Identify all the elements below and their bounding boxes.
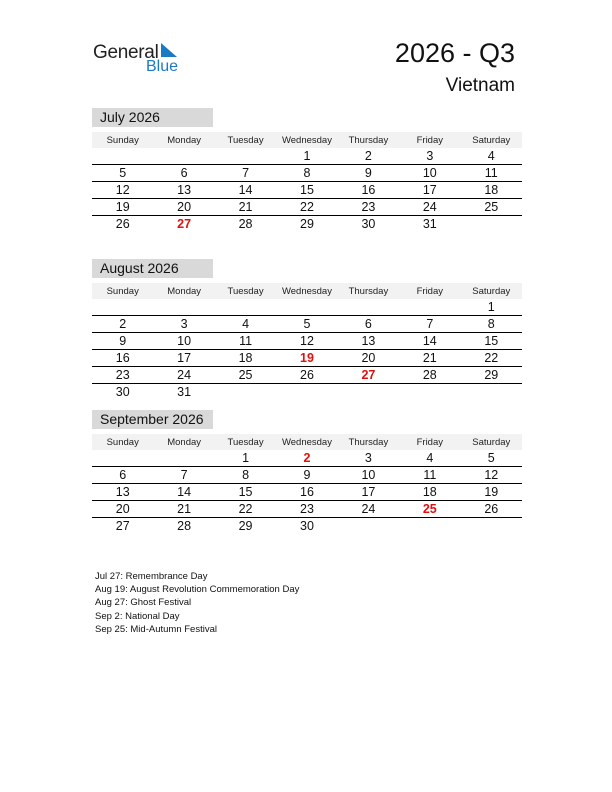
day-cell: 12 bbox=[461, 467, 522, 484]
month-calendar bbox=[92, 108, 522, 232]
weekday-header: Monday bbox=[153, 132, 214, 148]
day-cell: 27 bbox=[115, 519, 130, 533]
week-row bbox=[92, 165, 522, 182]
day-cell: 5 bbox=[276, 316, 337, 333]
day-cell: 1 bbox=[276, 148, 337, 165]
day-cell: 1 bbox=[461, 299, 522, 316]
day-cell: 31 bbox=[422, 217, 437, 231]
weekday-header: Wednesday bbox=[276, 434, 337, 450]
week-row bbox=[92, 350, 522, 367]
day-cell: 18 bbox=[399, 484, 460, 501]
day-cell: 7 bbox=[215, 165, 276, 182]
weekday-header: Tuesday bbox=[215, 132, 276, 148]
empty-day-cell bbox=[276, 299, 337, 316]
day-cell: 30 bbox=[361, 217, 376, 231]
day-cell: 6 bbox=[153, 165, 214, 182]
day-cell: 29 bbox=[461, 367, 522, 384]
logo-triangle-icon bbox=[161, 43, 177, 57]
month-name: September 2026 bbox=[92, 410, 213, 429]
weekday-header: Saturday bbox=[461, 132, 522, 148]
day-cell: 22 bbox=[276, 199, 337, 216]
weekday-header: Monday bbox=[153, 434, 214, 450]
day-cell: 11 bbox=[215, 333, 276, 350]
week-row bbox=[92, 518, 522, 535]
day-cell: 13 bbox=[338, 333, 399, 350]
day-cell: 5 bbox=[461, 450, 522, 467]
week-row bbox=[92, 484, 522, 501]
day-cell: 3 bbox=[338, 450, 399, 467]
month-grid bbox=[92, 132, 522, 232]
day-cell: 21 bbox=[153, 501, 214, 518]
empty-day-cell bbox=[338, 384, 399, 401]
empty-day-cell bbox=[92, 148, 153, 165]
day-cell: 18 bbox=[215, 350, 276, 367]
day-cell: 2 bbox=[276, 450, 337, 467]
day-cell: 14 bbox=[215, 182, 276, 199]
day-cell: 27 bbox=[177, 217, 192, 231]
day-cell: 9 bbox=[92, 333, 153, 350]
week-row bbox=[92, 333, 522, 350]
week-row bbox=[92, 199, 522, 216]
brand-logo bbox=[93, 40, 203, 80]
day-cell: 28 bbox=[177, 519, 192, 533]
day-cell: 13 bbox=[153, 182, 214, 199]
day-cell: 3 bbox=[399, 148, 460, 165]
day-cell: 30 bbox=[115, 385, 130, 399]
day-cell: 9 bbox=[276, 467, 337, 484]
day-cell: 17 bbox=[153, 350, 214, 367]
holiday-note: Jul 27: Remembrance Day bbox=[95, 571, 208, 582]
day-cell: 14 bbox=[399, 333, 460, 350]
weekday-header: Friday bbox=[399, 283, 460, 299]
month-grid bbox=[92, 283, 522, 400]
weekday-header: Friday bbox=[399, 132, 460, 148]
day-cell: 10 bbox=[338, 467, 399, 484]
holiday-note: Sep 2: National Day bbox=[95, 610, 180, 622]
day-cell: 24 bbox=[153, 367, 214, 384]
day-cell: 24 bbox=[338, 501, 399, 518]
day-cell: 23 bbox=[92, 367, 153, 384]
day-cell: 25 bbox=[399, 501, 460, 518]
day-cell: 24 bbox=[399, 199, 460, 216]
day-cell: 14 bbox=[153, 484, 214, 501]
day-cell: 31 bbox=[177, 385, 192, 399]
day-cell: 28 bbox=[238, 217, 253, 231]
day-cell: 28 bbox=[399, 367, 460, 384]
weekday-header: Friday bbox=[399, 434, 460, 450]
weekday-header: Wednesday bbox=[276, 132, 337, 148]
day-cell: 18 bbox=[461, 182, 522, 199]
day-cell: 26 bbox=[276, 367, 337, 384]
weekday-header: Wednesday bbox=[276, 283, 337, 299]
week-row bbox=[92, 182, 522, 199]
empty-day-cell bbox=[153, 148, 214, 165]
day-cell: 2 bbox=[338, 148, 399, 165]
weekday-header: Saturday bbox=[461, 283, 522, 299]
brand-general: General bbox=[93, 42, 159, 63]
day-cell: 12 bbox=[92, 182, 153, 199]
day-cell: 20 bbox=[338, 350, 399, 367]
empty-day-cell bbox=[399, 518, 460, 535]
month-name: August 2026 bbox=[92, 259, 213, 278]
holiday-note: Aug 27: Ghost Festival bbox=[95, 597, 192, 609]
day-cell: 10 bbox=[399, 165, 460, 182]
day-cell: 3 bbox=[153, 316, 214, 333]
day-cell: 16 bbox=[338, 182, 399, 199]
day-cell: 16 bbox=[92, 350, 153, 367]
day-cell: 20 bbox=[92, 501, 153, 518]
day-cell: 29 bbox=[300, 217, 314, 231]
empty-day-cell bbox=[92, 450, 153, 467]
weekday-header: Saturday bbox=[461, 434, 522, 450]
day-cell: 27 bbox=[338, 367, 399, 384]
day-cell: 19 bbox=[276, 350, 337, 367]
day-cell: 22 bbox=[461, 350, 522, 367]
day-cell: 19 bbox=[92, 199, 153, 216]
empty-day-cell bbox=[461, 384, 522, 401]
day-cell: 12 bbox=[276, 333, 337, 350]
day-cell: 29 bbox=[238, 519, 253, 533]
empty-day-cell bbox=[153, 450, 214, 467]
day-cell: 21 bbox=[399, 350, 460, 367]
day-cell: 11 bbox=[399, 467, 460, 484]
week-row bbox=[92, 467, 522, 484]
weekday-header: Sunday bbox=[92, 283, 153, 299]
weekday-header: Thursday bbox=[338, 434, 399, 450]
week-row bbox=[92, 501, 522, 518]
day-cell: 5 bbox=[92, 165, 153, 182]
empty-day-cell bbox=[399, 384, 460, 401]
day-cell: 16 bbox=[276, 484, 337, 501]
empty-day-cell bbox=[215, 299, 276, 316]
day-cell: 6 bbox=[338, 316, 399, 333]
weekday-header: Thursday bbox=[338, 283, 399, 299]
day-cell: 22 bbox=[215, 501, 276, 518]
weekday-header: Sunday bbox=[92, 434, 153, 450]
holiday-note: Aug 19: August Revolution Commemoration Day bbox=[95, 584, 300, 596]
day-cell: 19 bbox=[461, 484, 522, 501]
weekday-header: Thursday bbox=[338, 132, 399, 148]
day-cell: 10 bbox=[153, 333, 214, 350]
brand-blue: Blue bbox=[146, 58, 179, 75]
week-row bbox=[92, 148, 522, 165]
weekday-header: Sunday bbox=[92, 132, 153, 148]
day-cell: 13 bbox=[92, 484, 153, 501]
weekday-header: Tuesday bbox=[215, 283, 276, 299]
day-cell: 8 bbox=[215, 467, 276, 484]
holiday-notes bbox=[95, 570, 299, 636]
empty-day-cell bbox=[338, 299, 399, 316]
empty-day-cell bbox=[399, 299, 460, 316]
page-title: 2026 - Q3 bbox=[394, 38, 515, 68]
week-row bbox=[92, 450, 522, 467]
week-row bbox=[92, 299, 522, 316]
day-cell: 21 bbox=[215, 199, 276, 216]
country-name: Vietnam bbox=[445, 75, 515, 96]
empty-day-cell bbox=[461, 216, 522, 233]
day-cell: 7 bbox=[399, 316, 460, 333]
day-cell: 26 bbox=[115, 217, 130, 231]
day-cell: 17 bbox=[399, 182, 460, 199]
day-cell: 25 bbox=[461, 199, 522, 216]
day-cell: 6 bbox=[92, 467, 153, 484]
empty-day-cell bbox=[276, 384, 337, 401]
day-cell: 8 bbox=[276, 165, 337, 182]
empty-day-cell bbox=[153, 299, 214, 316]
day-cell: 23 bbox=[276, 501, 337, 518]
day-cell: 7 bbox=[153, 467, 214, 484]
weekday-header: Monday bbox=[153, 283, 214, 299]
day-cell: 1 bbox=[215, 450, 276, 467]
empty-day-cell bbox=[92, 299, 153, 316]
day-cell: 8 bbox=[461, 316, 522, 333]
month-name: July 2026 bbox=[92, 108, 213, 127]
week-row bbox=[92, 216, 522, 233]
week-row bbox=[92, 367, 522, 384]
week-row bbox=[92, 384, 522, 401]
day-cell: 15 bbox=[215, 484, 276, 501]
day-cell: 9 bbox=[338, 165, 399, 182]
day-cell: 26 bbox=[461, 501, 522, 518]
day-cell: 2 bbox=[92, 316, 153, 333]
day-cell: 4 bbox=[461, 148, 522, 165]
day-cell: 25 bbox=[215, 367, 276, 384]
day-cell: 23 bbox=[338, 199, 399, 216]
day-cell: 15 bbox=[461, 333, 522, 350]
day-cell: 30 bbox=[300, 519, 314, 533]
empty-day-cell bbox=[338, 518, 399, 535]
day-cell: 17 bbox=[338, 484, 399, 501]
month-calendar bbox=[92, 410, 522, 534]
day-cell: 15 bbox=[276, 182, 337, 199]
week-row bbox=[92, 316, 522, 333]
holiday-note: Sep 25: Mid-Autumn Festival bbox=[95, 623, 217, 635]
empty-day-cell bbox=[215, 148, 276, 165]
empty-day-cell bbox=[215, 384, 276, 401]
day-cell: 20 bbox=[153, 199, 214, 216]
month-grid bbox=[92, 434, 522, 534]
month-calendar bbox=[92, 259, 522, 400]
day-cell: 11 bbox=[461, 165, 522, 182]
day-cell: 4 bbox=[399, 450, 460, 467]
weekday-header: Tuesday bbox=[215, 434, 276, 450]
day-cell: 4 bbox=[215, 316, 276, 333]
empty-day-cell bbox=[461, 518, 522, 535]
